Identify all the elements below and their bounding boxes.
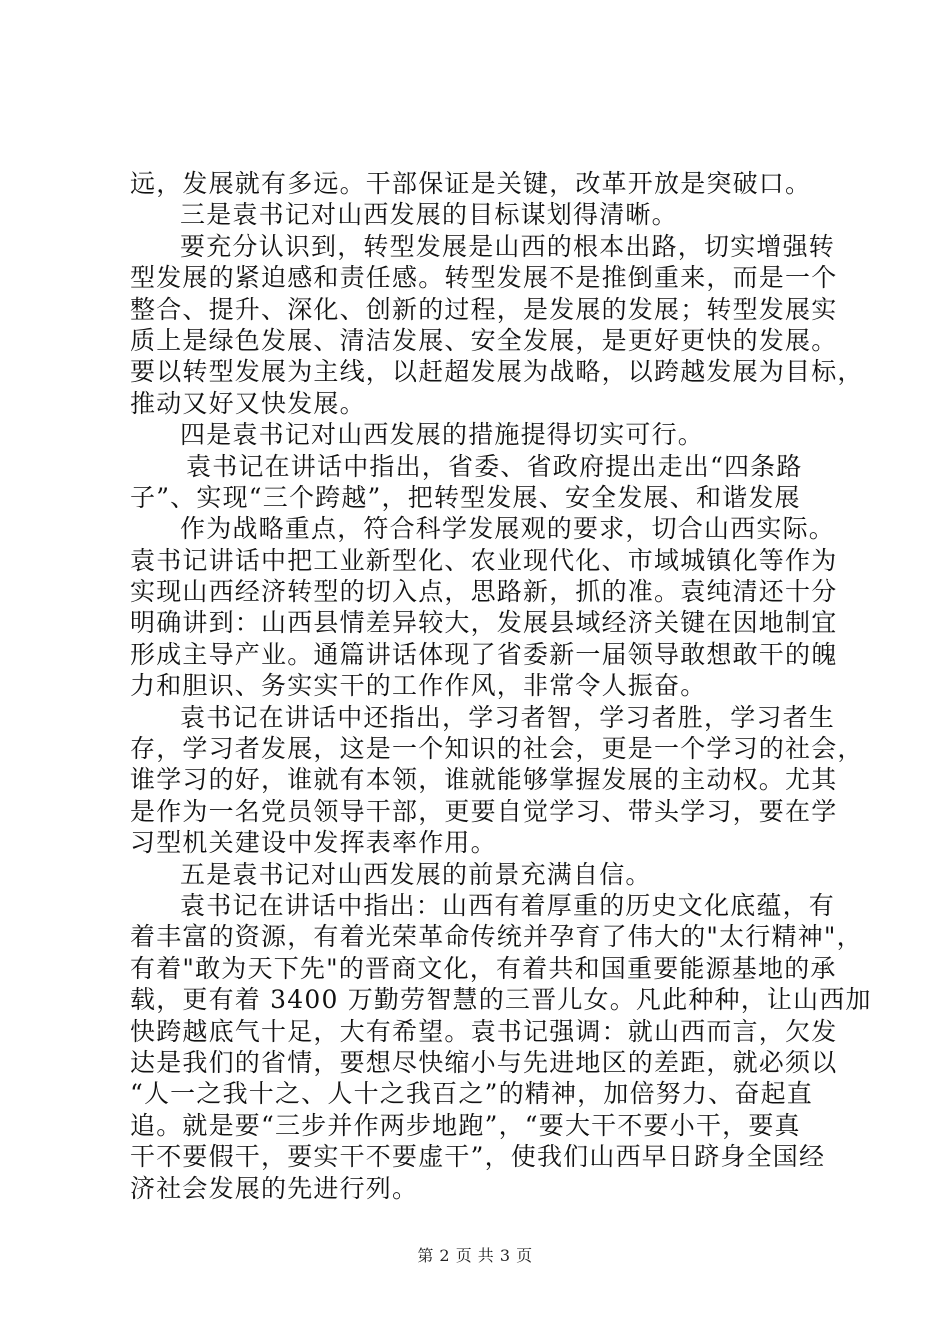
text-line: 作为战略重点，符合科学发展观的要求，切合山西实际。	[180, 514, 836, 544]
page-number-footer: 第 2 页 共 3 页	[417, 1246, 533, 1265]
text-line: 要充分认识到，转型发展是山西的根本出路，切实增强转	[180, 231, 836, 261]
text-line: 袁书记在讲话中还指出，学习者智，学习者胜，学习者生	[180, 702, 836, 732]
text-line: 推动又好又快发展。	[130, 388, 366, 418]
text-line: 整合、提升、深化、创新的过程，是发展的发展；转型发展实	[130, 294, 838, 324]
text-line: 济社会发展的先进行列。	[130, 1173, 419, 1203]
text-line: 干不要假干，要实干不要虚干”，使我们山西早日跻身全国经	[130, 1142, 826, 1172]
section-heading-4: 四是袁书记对山西发展的措施提得切实可行。	[180, 420, 705, 450]
text-line: 有着"敢为天下先"的晋商文化，有着共和国重要能源基地的承	[130, 953, 837, 983]
text-line: 子”、实现“三个跨越”，把转型发展、安全发展、和谐发展	[130, 482, 801, 512]
text-line: 远，发展就有多远。干部保证是关键，改革开放是突破口。	[130, 169, 812, 198]
section-heading-5: 五是袁书记对山西发展的前景充满自信。	[180, 859, 652, 889]
text-line: 质上是绿色发展、清洁发展、安全发展，是更好更快的发展。	[130, 325, 838, 355]
text-line: 载，更有着 3400 万勤劳智慧的三晋儿女。凡此种种，让山西加	[130, 985, 872, 1015]
text-line: 袁书记在讲话中指出，省委、省政府提出走出“四条路	[186, 451, 803, 481]
text-line: 袁书记讲话中把工业新型化、农业现代化、市域城镇化等作为	[130, 545, 838, 575]
section-heading-3: 三是袁书记对山西发展的目标谋划得清晰。	[180, 200, 678, 230]
text-line: 实现山西经济转型的切入点，思路新，抓的准。袁纯清还十分	[130, 577, 838, 607]
text-line: 明确讲到：山西县情差异较大，发展县域经济关键在因地制宜	[130, 608, 838, 638]
text-line: 存，学习者发展，这是一个知识的社会，更是一个学习的社会，	[130, 734, 864, 764]
text-line: 快跨越底气十足，大有希望。袁书记强调：就山西而言，欠发	[130, 1016, 838, 1046]
text-line: 形成主导产业。通篇讲话体现了省委新一届领导敢想敢干的魄	[130, 639, 838, 669]
text-line: “人一之我十之、人十之我百之”的精神，加倍努力、奋起直	[130, 1079, 813, 1109]
text-line: 力和胆识、务实实干的工作作风，非常令人振奋。	[130, 671, 707, 701]
document-body	[130, 168, 872, 1204]
text-line: 追。就是要“三步并作两步地跑”，“要大干不要小干，要真	[130, 1110, 801, 1140]
text-line: 型发展的紧迫感和责任感。转型发展不是推倒重来，而是一个	[130, 263, 838, 293]
text-line: 习型机关建设中发挥表率作用。	[130, 828, 497, 858]
text-line: 是作为一名党员领导干部，更要自觉学习、带头学习，要在学	[130, 796, 838, 826]
text-line: 袁书记在讲话中指出：山西有着厚重的历史文化底蕴，有	[180, 890, 836, 920]
text-line: 谁学习的好，谁就有本领，谁就能够掌握发展的主动权。尤其	[130, 765, 838, 795]
text-line: 着丰富的资源，有着光荣革命传统并孕育了伟大的"太行精神"，	[130, 922, 863, 952]
text-line: 要以转型发展为主线，以赶超发展为战略，以跨越发展为目标，	[130, 357, 864, 387]
text-line: 达是我们的省情，要想尽快缩小与先进地区的差距，就必须以	[130, 1047, 838, 1077]
